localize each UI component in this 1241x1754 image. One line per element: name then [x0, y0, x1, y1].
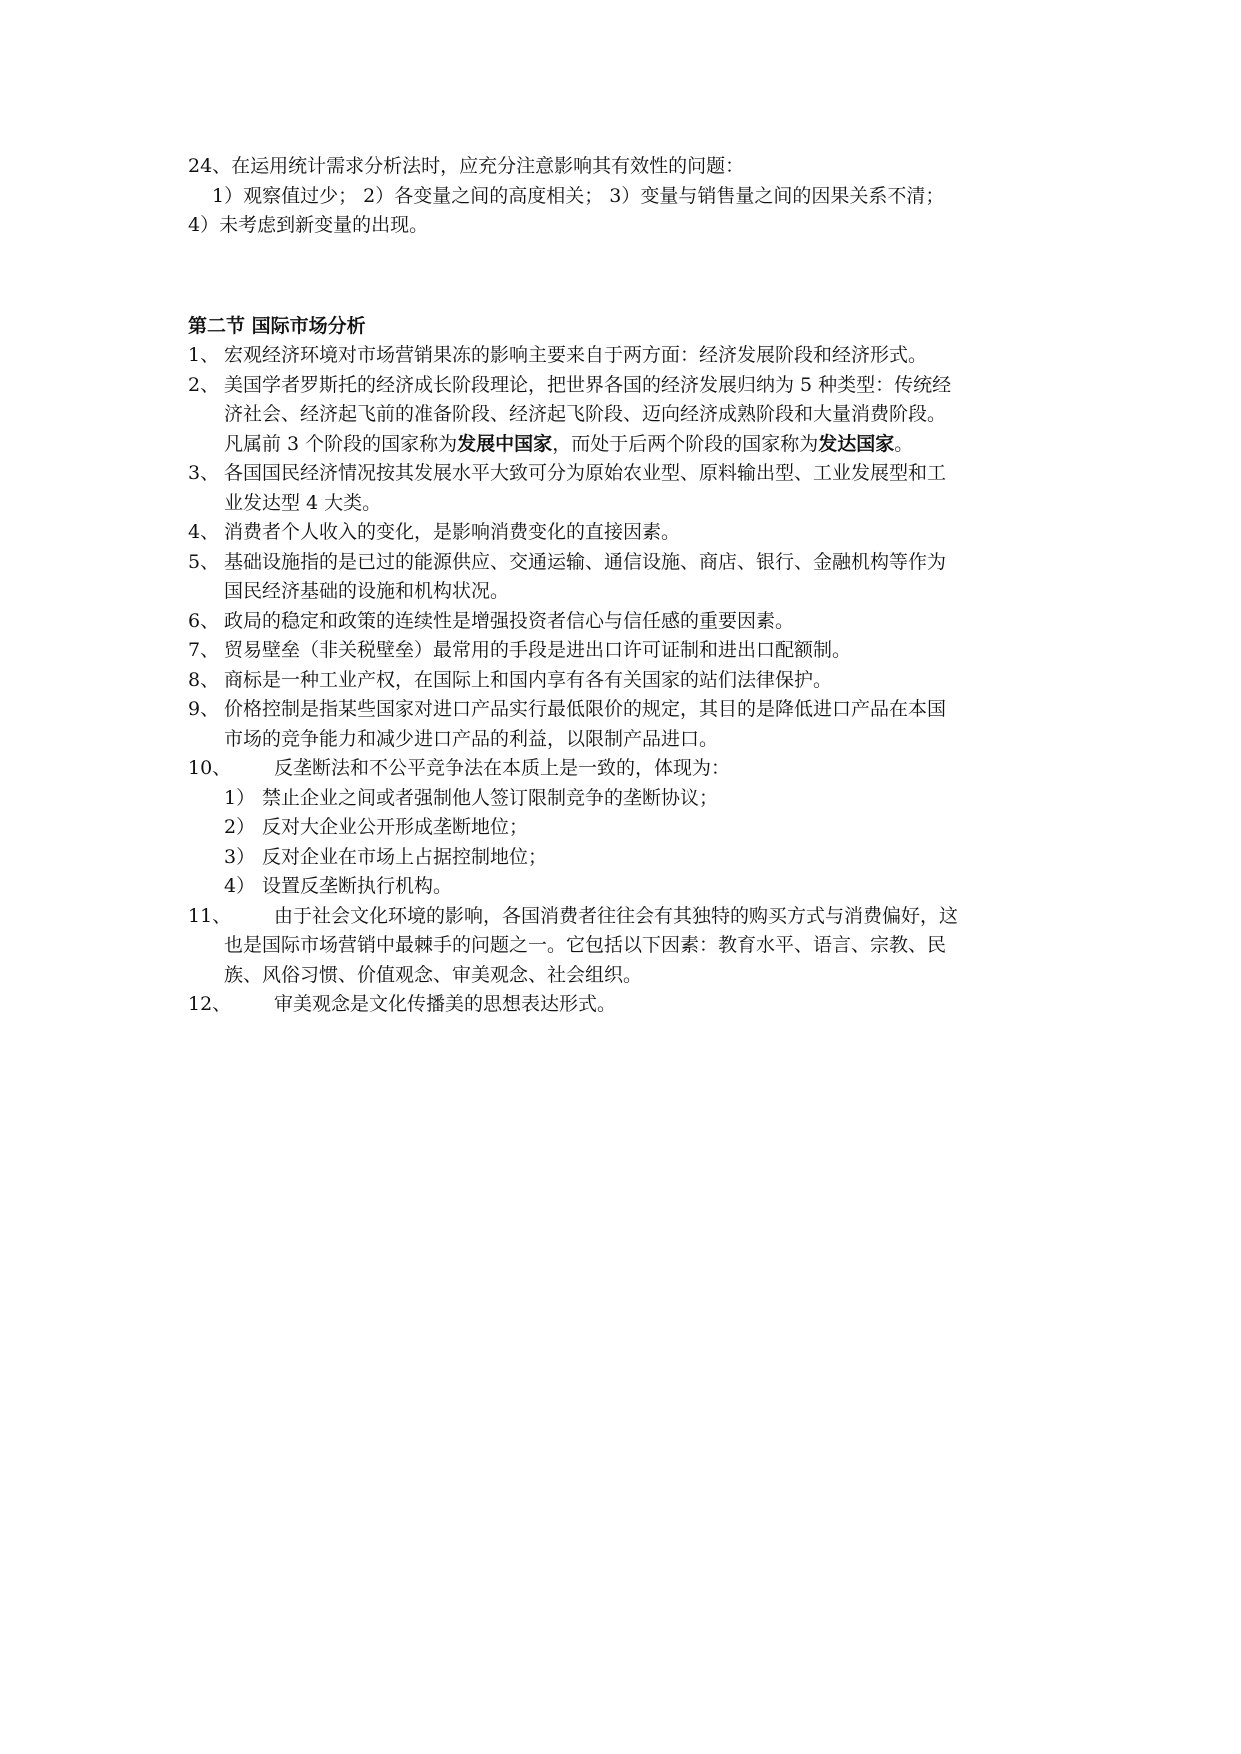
q24-line-1: 24、在运用统计需求分析法时，应充分注意影响其有效性的问题：: [188, 155, 745, 177]
item-number: 2、: [188, 373, 220, 396]
list-item-10-sub-3: [188, 843, 1058, 873]
item-number: 7、: [188, 639, 220, 661]
list-item-5-line-2: 国民经济基础的设施和机构状况。: [224, 580, 510, 602]
list-item-1: [188, 341, 1058, 371]
list-item-6: [188, 607, 1058, 637]
item-text: 。: [894, 432, 914, 455]
item-number: 11、: [188, 904, 232, 927]
list-item-10-sub-2: [188, 813, 1058, 843]
list-item-11-line-3: 族、风俗习惯、价值观念、审美观念、社会组织。: [224, 963, 643, 986]
list-item-2-line-3: [188, 430, 1058, 460]
item-text: 价格控制是指某些国家对进口产品实行最低限价的规定，其目的是降低进口产品在本国: [224, 698, 947, 720]
sub-text: 禁止企业之间或者强制他人签订限制竞争的垄断协议；: [262, 786, 719, 809]
item-number: 1、: [188, 344, 220, 366]
section-title: 第二节 国际市场分析: [188, 314, 366, 337]
item-number: 4、: [188, 521, 220, 543]
sub-number: 4）: [224, 875, 256, 897]
item-text: 凡属前 3 个阶段的国家称为: [224, 432, 458, 455]
list-item-2-line-2: 济社会、经济起飞前的准备阶段、经济起飞阶段、迈向经济成熟阶段和大量消费阶段。: [224, 403, 947, 425]
list-item-7: [188, 636, 1058, 666]
list-item-10: [188, 754, 1058, 784]
sub-text: 反对大企业公开形成垄断地位；: [262, 816, 529, 838]
term-developed-countries: 发达国家: [818, 432, 895, 455]
item-text: 由于社会文化环境的影响，各国消费者往往会有其独特的购买方式与消费偏好，这: [274, 904, 959, 927]
document-body: [188, 152, 1058, 1020]
sub-number: 1）: [224, 786, 256, 809]
term-developing-countries: 发展中国家: [457, 432, 553, 455]
sub-text: 设置反垄断执行机构。: [262, 875, 453, 897]
item-number: 8、: [188, 668, 220, 691]
item-text: 贸易壁垒（非关税壁垒）最常用的手段是进出口许可证制和进出口配额制。: [224, 639, 852, 661]
list-item-11: [188, 902, 1058, 932]
item-text: 审美观念是文化传播美的思想表达形式。: [274, 993, 617, 1015]
list-item-3-line-2: 业发达型 4 大类。: [224, 491, 382, 514]
q24-line-3: 4）未考虑到新变量的出现。: [188, 214, 429, 236]
list-item-3: [188, 459, 1058, 489]
section-spacer: [188, 241, 1058, 312]
list-item-11-line-2: 也是国际市场营销中最棘手的问题之一。它包括以下因素：教育水平、语言、宗教、民: [224, 934, 947, 956]
item-number: 3、: [188, 462, 220, 484]
sub-number: 2）: [224, 816, 256, 838]
item-text: 政局的稳定和政策的连续性是增强投资者信心与信任感的重要因素。: [224, 609, 795, 632]
item-number: 12、: [188, 993, 232, 1015]
item-number: 9、: [188, 698, 220, 720]
sub-number: 3）: [224, 845, 256, 868]
item-text: 反垄断法和不公平竞争法在本质上是一致的，体现为：: [274, 757, 731, 779]
list-item-4: [188, 518, 1058, 548]
list-item-9: [188, 695, 1058, 725]
item-text: 基础设施指的是已过的能源供应、交通运输、通信设施、商店、银行、金融机构等作为: [224, 550, 947, 573]
list-item-8: [188, 666, 1058, 696]
list-item-5: [188, 548, 1058, 578]
item-text: 各国国民经济情况按其发展水平大致可分为原始农业型、原料输出型、工业发展型和工: [224, 462, 947, 484]
list-item-9-line-2: 市场的竞争能力和减少进口产品的利益，以限制产品进口。: [224, 727, 719, 750]
item-text: ，而处于后两个阶段的国家称为: [552, 432, 819, 455]
list-item-10-sub-1: [188, 784, 1058, 814]
item-number: 6、: [188, 609, 220, 632]
list-item-12: [188, 990, 1058, 1020]
item-text: 商标是一种工业产权，在国际上和国内享有各有关国家的站们法律保护。: [224, 668, 833, 691]
item-text: 宏观经济环境对市场营销果冻的影响主要来自于两方面：经济发展阶段和经济形式。: [224, 344, 928, 366]
q24-line-2: 1）观察值过少； 2）各变量之间的高度相关； 3）变量与销售量之间的因果关系不清；: [212, 184, 945, 207]
sub-text: 反对企业在市场上占据控制地位；: [262, 845, 548, 868]
item-number: 10、: [188, 757, 232, 779]
item-text: 消费者个人收入的变化，是影响消费变化的直接因素。: [224, 521, 681, 543]
item-text: 美国学者罗斯托的经济成长阶段理论，把世界各国的经济发展归纳为 5 种类型：传统经: [224, 373, 952, 396]
list-item-2: [188, 371, 1058, 401]
list-item-10-sub-4: [188, 872, 1058, 902]
item-number: 5、: [188, 550, 220, 573]
